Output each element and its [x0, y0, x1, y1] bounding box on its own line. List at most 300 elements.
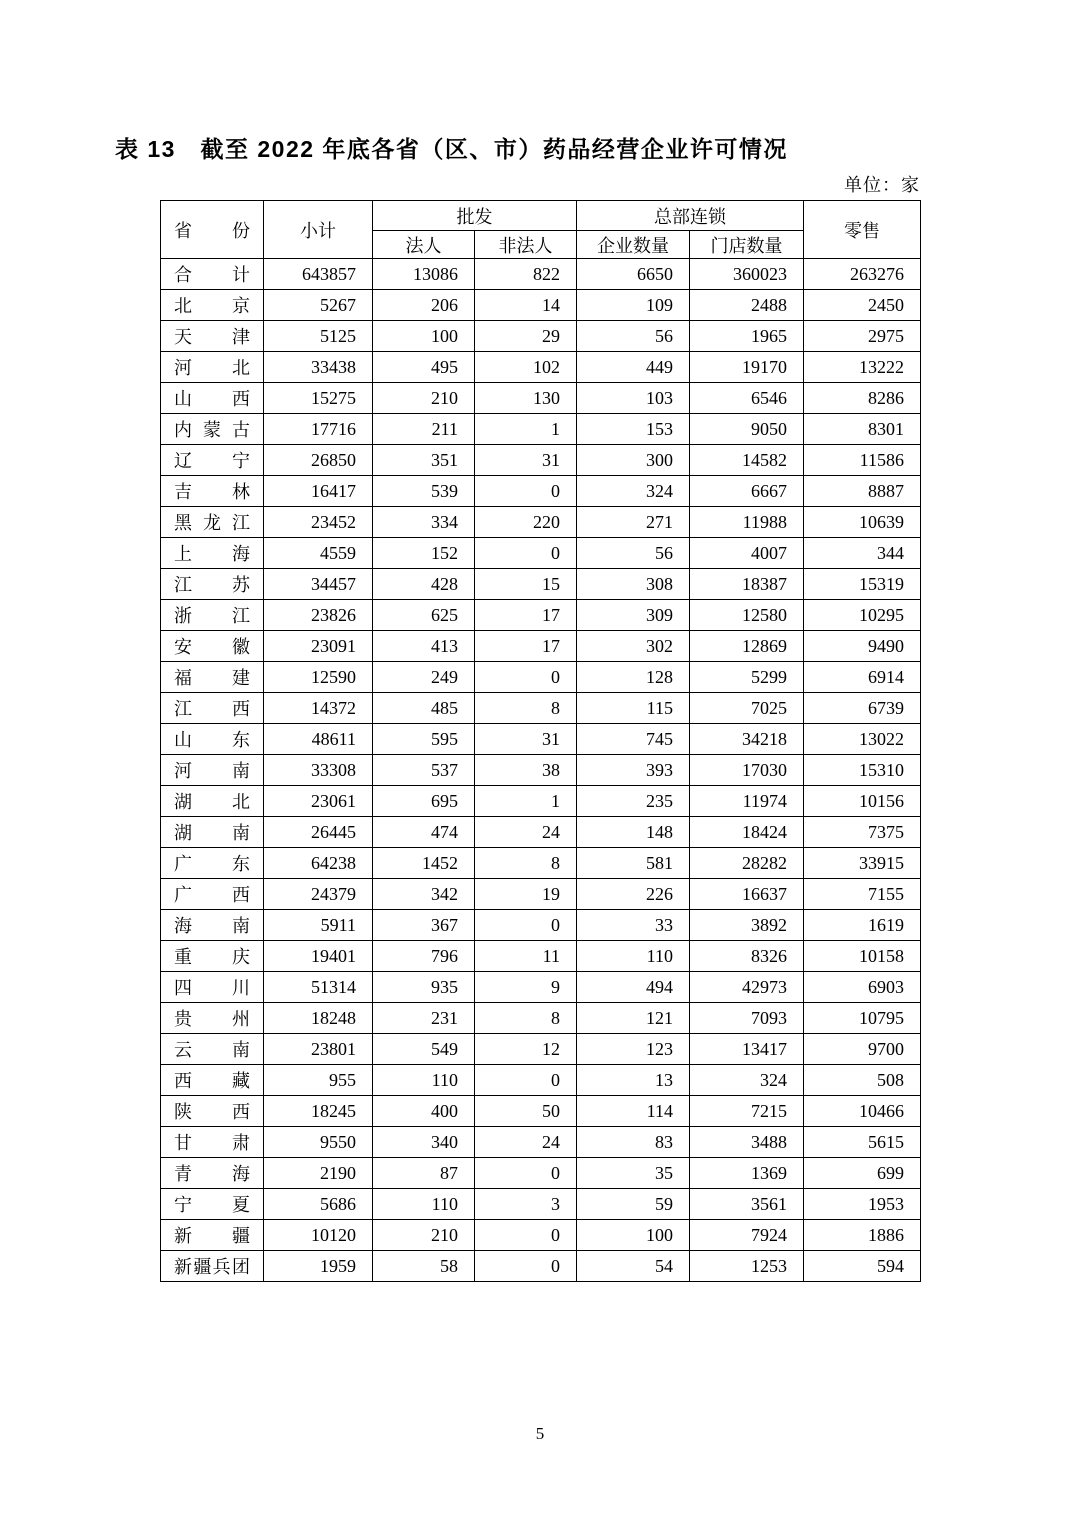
- value-cell: 0: [475, 1065, 577, 1096]
- province-cell: [161, 1220, 264, 1251]
- province-label: 湖南: [174, 823, 250, 843]
- value-cell: 9550: [264, 1127, 373, 1158]
- value-cell: 10466: [804, 1096, 921, 1127]
- province-cell: [161, 1034, 264, 1065]
- value-cell: 413: [373, 631, 475, 662]
- value-cell: 211: [373, 414, 475, 445]
- value-cell: 1953: [804, 1189, 921, 1220]
- province-cell: [161, 507, 264, 538]
- value-cell: 449: [577, 352, 690, 383]
- value-cell: 0: [475, 476, 577, 507]
- value-cell: 23061: [264, 786, 373, 817]
- province-cell: [161, 414, 264, 445]
- table-row: [161, 290, 921, 321]
- value-cell: 695: [373, 786, 475, 817]
- value-cell: 109: [577, 290, 690, 321]
- value-cell: 625: [373, 600, 475, 631]
- province-label: 青海: [174, 1164, 250, 1184]
- province-label: 天津: [174, 327, 250, 347]
- value-cell: 5267: [264, 290, 373, 321]
- province-cell: [161, 724, 264, 755]
- value-cell: 29: [475, 321, 577, 352]
- value-cell: 128: [577, 662, 690, 693]
- value-cell: 28282: [690, 848, 804, 879]
- value-cell: 643857: [264, 259, 373, 290]
- table-row: [161, 538, 921, 569]
- header-wholesale-legal: 法人: [373, 231, 475, 259]
- value-cell: 581: [577, 848, 690, 879]
- value-cell: 226: [577, 879, 690, 910]
- table-row: [161, 414, 921, 445]
- header-wholesale-nonlegal: 非法人: [475, 231, 577, 259]
- value-cell: 537: [373, 755, 475, 786]
- value-cell: 494: [577, 972, 690, 1003]
- province-label: 湖北: [174, 792, 250, 812]
- value-cell: 2488: [690, 290, 804, 321]
- value-cell: 300: [577, 445, 690, 476]
- value-cell: 24379: [264, 879, 373, 910]
- province-cell: [161, 538, 264, 569]
- table-title: 表 13 截至 2022 年底各省（区、市）药品经营企业许可情况: [115, 136, 788, 162]
- value-cell: 19: [475, 879, 577, 910]
- value-cell: 342: [373, 879, 475, 910]
- header-chain-stores: 门店数量: [690, 231, 804, 259]
- value-cell: 1965: [690, 321, 804, 352]
- value-cell: 11974: [690, 786, 804, 817]
- value-cell: 955: [264, 1065, 373, 1096]
- province-label: 云南: [174, 1040, 250, 1060]
- value-cell: 0: [475, 1220, 577, 1251]
- license-statistics-table: [160, 200, 921, 1282]
- value-cell: 31: [475, 724, 577, 755]
- province-cell: [161, 755, 264, 786]
- value-cell: 10120: [264, 1220, 373, 1251]
- value-cell: 10795: [804, 1003, 921, 1034]
- table-row: [161, 445, 921, 476]
- province-label: 甘肃: [174, 1133, 250, 1153]
- province-label: 广东: [174, 854, 250, 874]
- value-cell: 26850: [264, 445, 373, 476]
- value-cell: 1619: [804, 910, 921, 941]
- value-cell: 4559: [264, 538, 373, 569]
- value-cell: 5125: [264, 321, 373, 352]
- value-cell: 23452: [264, 507, 373, 538]
- value-cell: 7375: [804, 817, 921, 848]
- value-cell: 15310: [804, 755, 921, 786]
- header-wholesale: 批发: [373, 201, 577, 231]
- header-chain: 总部连锁: [577, 201, 804, 231]
- value-cell: 8887: [804, 476, 921, 507]
- value-cell: 495: [373, 352, 475, 383]
- table-row: [161, 1251, 921, 1282]
- value-cell: 87: [373, 1158, 475, 1189]
- value-cell: 1369: [690, 1158, 804, 1189]
- value-cell: 340: [373, 1127, 475, 1158]
- province-label: 浙江: [174, 606, 250, 626]
- table-row: [161, 1220, 921, 1251]
- value-cell: 114: [577, 1096, 690, 1127]
- value-cell: 56: [577, 321, 690, 352]
- value-cell: 400: [373, 1096, 475, 1127]
- value-cell: 1452: [373, 848, 475, 879]
- value-cell: 3892: [690, 910, 804, 941]
- value-cell: 10158: [804, 941, 921, 972]
- value-cell: 24: [475, 817, 577, 848]
- province-label: 北京: [174, 296, 250, 316]
- header-chain-enterprises: 企业数量: [577, 231, 690, 259]
- value-cell: 2975: [804, 321, 921, 352]
- value-cell: 485: [373, 693, 475, 724]
- value-cell: 102: [475, 352, 577, 383]
- value-cell: 5911: [264, 910, 373, 941]
- value-cell: 13022: [804, 724, 921, 755]
- province-label: 宁夏: [174, 1195, 250, 1215]
- value-cell: 1: [475, 786, 577, 817]
- province-label: 陕西: [174, 1102, 250, 1122]
- province-label: 山西: [174, 389, 250, 409]
- value-cell: 206: [373, 290, 475, 321]
- value-cell: 110: [373, 1189, 475, 1220]
- table-row: [161, 662, 921, 693]
- province-cell: [161, 879, 264, 910]
- value-cell: 18387: [690, 569, 804, 600]
- value-cell: 110: [373, 1065, 475, 1096]
- value-cell: 935: [373, 972, 475, 1003]
- province-cell: [161, 1158, 264, 1189]
- value-cell: 367: [373, 910, 475, 941]
- value-cell: 474: [373, 817, 475, 848]
- province-cell: [161, 383, 264, 414]
- value-cell: 17716: [264, 414, 373, 445]
- value-cell: 11988: [690, 507, 804, 538]
- province-cell: [161, 662, 264, 693]
- province-label: 江西: [174, 699, 250, 719]
- value-cell: 123: [577, 1034, 690, 1065]
- province-cell: [161, 259, 264, 290]
- value-cell: 34218: [690, 724, 804, 755]
- province-label: 重庆: [174, 947, 250, 967]
- value-cell: 11: [475, 941, 577, 972]
- province-label: 海南: [174, 916, 250, 936]
- value-cell: 360023: [690, 259, 804, 290]
- table-row: [161, 693, 921, 724]
- table-row: [161, 879, 921, 910]
- value-cell: 121: [577, 1003, 690, 1034]
- page-number: 5: [535, 1424, 545, 1443]
- value-cell: 6667: [690, 476, 804, 507]
- value-cell: 210: [373, 383, 475, 414]
- province-label: 辽宁: [174, 451, 250, 471]
- value-cell: 324: [690, 1065, 804, 1096]
- province-label: 西藏: [174, 1071, 250, 1091]
- value-cell: 12869: [690, 631, 804, 662]
- value-cell: 14: [475, 290, 577, 321]
- value-cell: 23091: [264, 631, 373, 662]
- table-row: [161, 941, 921, 972]
- table-row: [161, 600, 921, 631]
- province-cell: [161, 817, 264, 848]
- table-row: [161, 910, 921, 941]
- value-cell: 13417: [690, 1034, 804, 1065]
- value-cell: 110: [577, 941, 690, 972]
- table-row: [161, 1127, 921, 1158]
- value-cell: 6650: [577, 259, 690, 290]
- value-cell: 50: [475, 1096, 577, 1127]
- value-cell: 54: [577, 1251, 690, 1282]
- value-cell: 594: [804, 1251, 921, 1282]
- province-cell: [161, 569, 264, 600]
- value-cell: 100: [577, 1220, 690, 1251]
- table-row: [161, 817, 921, 848]
- value-cell: 23801: [264, 1034, 373, 1065]
- value-cell: 7215: [690, 1096, 804, 1127]
- province-label: 黑龙江: [174, 513, 250, 533]
- value-cell: 7155: [804, 879, 921, 910]
- province-label: 新疆兵团: [174, 1257, 250, 1277]
- table-row: [161, 631, 921, 662]
- value-cell: 13: [577, 1065, 690, 1096]
- value-cell: 1253: [690, 1251, 804, 1282]
- value-cell: 153: [577, 414, 690, 445]
- value-cell: 2450: [804, 290, 921, 321]
- value-cell: 539: [373, 476, 475, 507]
- value-cell: 51314: [264, 972, 373, 1003]
- value-cell: 249: [373, 662, 475, 693]
- value-cell: 13222: [804, 352, 921, 383]
- value-cell: 10295: [804, 600, 921, 631]
- table-row: [161, 507, 921, 538]
- province-label: 福建: [174, 668, 250, 688]
- table-row: [161, 1003, 921, 1034]
- value-cell: 308: [577, 569, 690, 600]
- value-cell: 14582: [690, 445, 804, 476]
- table-row: [161, 352, 921, 383]
- table-row: [161, 755, 921, 786]
- value-cell: 64238: [264, 848, 373, 879]
- header-subtotal: 小计: [264, 201, 373, 259]
- value-cell: 235: [577, 786, 690, 817]
- province-cell: [161, 290, 264, 321]
- value-cell: 595: [373, 724, 475, 755]
- value-cell: 220: [475, 507, 577, 538]
- province-cell: [161, 910, 264, 941]
- value-cell: 796: [373, 941, 475, 972]
- table-row: [161, 1189, 921, 1220]
- value-cell: 231: [373, 1003, 475, 1034]
- value-cell: 6903: [804, 972, 921, 1003]
- province-label: 河北: [174, 358, 250, 378]
- value-cell: 0: [475, 1251, 577, 1282]
- value-cell: 130: [475, 383, 577, 414]
- value-cell: 8: [475, 1003, 577, 1034]
- province-cell: [161, 941, 264, 972]
- value-cell: 100: [373, 321, 475, 352]
- value-cell: 549: [373, 1034, 475, 1065]
- province-cell: [161, 786, 264, 817]
- header-retail: 零售: [804, 201, 921, 259]
- value-cell: 5299: [690, 662, 804, 693]
- province-label: 吉林: [174, 482, 250, 502]
- province-cell: [161, 972, 264, 1003]
- value-cell: 699: [804, 1158, 921, 1189]
- value-cell: 0: [475, 1158, 577, 1189]
- value-cell: 428: [373, 569, 475, 600]
- unit-note: 单位：家: [844, 175, 920, 195]
- header-province: [161, 201, 264, 259]
- value-cell: 15275: [264, 383, 373, 414]
- value-cell: 1: [475, 414, 577, 445]
- value-cell: 152: [373, 538, 475, 569]
- value-cell: 6914: [804, 662, 921, 693]
- value-cell: 19401: [264, 941, 373, 972]
- value-cell: 2190: [264, 1158, 373, 1189]
- value-cell: 17: [475, 600, 577, 631]
- value-cell: 0: [475, 662, 577, 693]
- value-cell: 210: [373, 1220, 475, 1251]
- value-cell: 8: [475, 848, 577, 879]
- value-cell: 56: [577, 538, 690, 569]
- value-cell: 5615: [804, 1127, 921, 1158]
- value-cell: 10639: [804, 507, 921, 538]
- province-cell: [161, 1127, 264, 1158]
- value-cell: 26445: [264, 817, 373, 848]
- province-label: 安徽: [174, 637, 250, 657]
- table-row: [161, 383, 921, 414]
- value-cell: 12590: [264, 662, 373, 693]
- value-cell: 115: [577, 693, 690, 724]
- table-row: [161, 1034, 921, 1065]
- province-label: 河南: [174, 761, 250, 781]
- value-cell: 1886: [804, 1220, 921, 1251]
- value-cell: 344: [804, 538, 921, 569]
- value-cell: 12: [475, 1034, 577, 1065]
- province-cell: [161, 631, 264, 662]
- value-cell: 7093: [690, 1003, 804, 1034]
- value-cell: 23826: [264, 600, 373, 631]
- value-cell: 3561: [690, 1189, 804, 1220]
- table-row: [161, 724, 921, 755]
- province-label: 新疆: [174, 1226, 250, 1246]
- province-label: 四川: [174, 978, 250, 998]
- value-cell: 10156: [804, 786, 921, 817]
- value-cell: 15319: [804, 569, 921, 600]
- table-row: [161, 476, 921, 507]
- value-cell: 1959: [264, 1251, 373, 1282]
- province-cell: [161, 848, 264, 879]
- value-cell: 9490: [804, 631, 921, 662]
- province-cell: [161, 352, 264, 383]
- value-cell: 508: [804, 1065, 921, 1096]
- value-cell: 14372: [264, 693, 373, 724]
- value-cell: 309: [577, 600, 690, 631]
- value-cell: 18424: [690, 817, 804, 848]
- value-cell: 34457: [264, 569, 373, 600]
- value-cell: 5686: [264, 1189, 373, 1220]
- value-cell: 38: [475, 755, 577, 786]
- value-cell: 334: [373, 507, 475, 538]
- value-cell: 302: [577, 631, 690, 662]
- value-cell: 17: [475, 631, 577, 662]
- province-label: 贵州: [174, 1009, 250, 1029]
- value-cell: 48611: [264, 724, 373, 755]
- province-label: 内蒙古: [174, 420, 250, 440]
- value-cell: 16637: [690, 879, 804, 910]
- table-row: [161, 1065, 921, 1096]
- value-cell: 822: [475, 259, 577, 290]
- province-label: 山东: [174, 730, 250, 750]
- table-row: [161, 786, 921, 817]
- value-cell: 9050: [690, 414, 804, 445]
- value-cell: 15: [475, 569, 577, 600]
- table-row: [161, 321, 921, 352]
- province-cell: [161, 1003, 264, 1034]
- value-cell: 24: [475, 1127, 577, 1158]
- value-cell: 6739: [804, 693, 921, 724]
- table-row: [161, 259, 921, 290]
- value-cell: 17030: [690, 755, 804, 786]
- province-cell: [161, 445, 264, 476]
- value-cell: 59: [577, 1189, 690, 1220]
- value-cell: 9: [475, 972, 577, 1003]
- value-cell: 0: [475, 910, 577, 941]
- table-row: [161, 848, 921, 879]
- header-province-label: 省份: [174, 220, 250, 241]
- value-cell: 16417: [264, 476, 373, 507]
- value-cell: 33308: [264, 755, 373, 786]
- value-cell: 8286: [804, 383, 921, 414]
- value-cell: 3488: [690, 1127, 804, 1158]
- value-cell: 7025: [690, 693, 804, 724]
- table-row: [161, 1096, 921, 1127]
- value-cell: 8: [475, 693, 577, 724]
- value-cell: 9700: [804, 1034, 921, 1065]
- value-cell: 745: [577, 724, 690, 755]
- value-cell: 33915: [804, 848, 921, 879]
- value-cell: 8326: [690, 941, 804, 972]
- table-row: [161, 972, 921, 1003]
- value-cell: 103: [577, 383, 690, 414]
- value-cell: 6546: [690, 383, 804, 414]
- value-cell: 13086: [373, 259, 475, 290]
- value-cell: 11586: [804, 445, 921, 476]
- province-cell: [161, 1096, 264, 1127]
- province-label: 江苏: [174, 575, 250, 595]
- province-cell: [161, 1065, 264, 1096]
- province-cell: [161, 600, 264, 631]
- value-cell: 35: [577, 1158, 690, 1189]
- value-cell: 8301: [804, 414, 921, 445]
- value-cell: 148: [577, 817, 690, 848]
- value-cell: 351: [373, 445, 475, 476]
- value-cell: 3: [475, 1189, 577, 1220]
- value-cell: 324: [577, 476, 690, 507]
- province-cell: [161, 321, 264, 352]
- value-cell: 393: [577, 755, 690, 786]
- province-cell: [161, 693, 264, 724]
- province-label: 上海: [174, 544, 250, 564]
- province-cell: [161, 1251, 264, 1282]
- value-cell: 7924: [690, 1220, 804, 1251]
- province-label: 合计: [174, 265, 250, 285]
- value-cell: 12580: [690, 600, 804, 631]
- value-cell: 19170: [690, 352, 804, 383]
- value-cell: 271: [577, 507, 690, 538]
- value-cell: 83: [577, 1127, 690, 1158]
- value-cell: 18245: [264, 1096, 373, 1127]
- value-cell: 18248: [264, 1003, 373, 1034]
- value-cell: 263276: [804, 259, 921, 290]
- province-cell: [161, 476, 264, 507]
